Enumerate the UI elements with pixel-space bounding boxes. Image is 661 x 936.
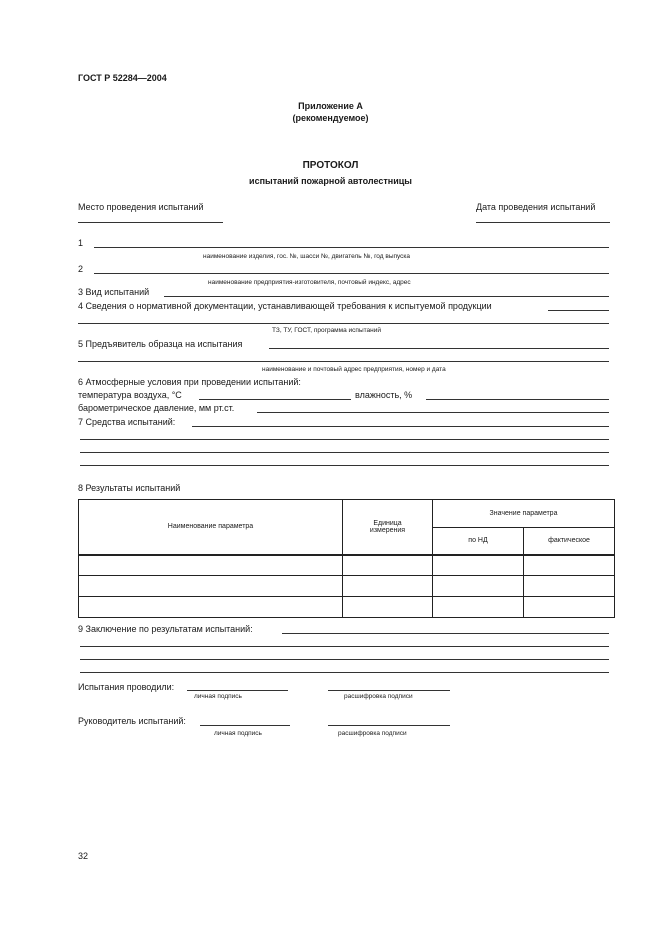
- item7-field-2[interactable]: [80, 439, 609, 440]
- table-row: [79, 597, 615, 618]
- date-label: Дата проведения испытаний: [476, 202, 596, 212]
- doc-code: ГОСТ Р 52284—2004: [78, 73, 167, 83]
- table-cell[interactable]: [433, 576, 524, 597]
- table-cell[interactable]: [343, 555, 433, 576]
- temperature-field[interactable]: [199, 399, 351, 400]
- humidity-field[interactable]: [426, 399, 609, 400]
- tested-by-decoding-hint: расшифровка подписи: [344, 693, 413, 700]
- header-actual-label: фактическое: [548, 537, 590, 545]
- item7-field-4[interactable]: [80, 465, 609, 466]
- protocol-title: ПРОТОКОЛ: [302, 160, 359, 171]
- item9-label: 9 Заключение по результатам испытаний:: [78, 624, 253, 634]
- item2-field[interactable]: [94, 273, 609, 274]
- table-cell[interactable]: [343, 597, 433, 618]
- item1-hint: наименование изделия, гос. №, шасси №, двигатель №, год выпуска: [203, 253, 411, 260]
- item5-label: 5 Предъявитель образца на испытания: [78, 339, 243, 349]
- item1-number: 1: [78, 238, 84, 248]
- header-param-label: Наименование параметра: [167, 523, 254, 531]
- item5-field[interactable]: [269, 348, 609, 349]
- protocol-subtitle: испытаний пожарной автолестницы: [249, 176, 412, 186]
- item6-label: 6 Атмосферные условия при проведении испытаний:: [78, 377, 301, 387]
- temperature-label: температура воздуха, °С: [78, 390, 182, 400]
- item4-label: 4 Сведения о нормативной документации, устанавливающей требования к испытуемой продукции: [78, 301, 492, 311]
- head-decoding-field[interactable]: [328, 725, 450, 726]
- item7-field-3[interactable]: [80, 452, 609, 453]
- item9-field[interactable]: [282, 633, 609, 634]
- item3-label: 3 Вид испытаний: [78, 287, 150, 297]
- page-number: 32: [78, 851, 89, 861]
- table-cell[interactable]: [79, 597, 343, 618]
- header-actual: [524, 528, 615, 555]
- item1-field[interactable]: [94, 247, 609, 248]
- header-nd: [433, 528, 524, 555]
- annex-title: Приложение А: [298, 101, 363, 111]
- item7-field[interactable]: [192, 426, 609, 427]
- table-row: [79, 576, 615, 597]
- table-cell[interactable]: [524, 576, 615, 597]
- head-decoding-hint: расшифровка подписи: [338, 730, 407, 737]
- header-unit: [343, 500, 433, 555]
- place-field[interactable]: [78, 222, 223, 223]
- table-cell[interactable]: [524, 555, 615, 576]
- header-value-label: Значение параметра: [489, 510, 558, 517]
- head-signature-hint: личная подпись: [214, 730, 262, 737]
- tested-by-signature-hint: личная подпись: [194, 693, 242, 700]
- pressure-label: барометрическое давление, мм рт.ст.: [78, 403, 235, 413]
- header-param: [79, 500, 343, 555]
- item5-field-2[interactable]: [78, 361, 609, 362]
- header-nd-label: по НД: [468, 537, 488, 545]
- item4-field[interactable]: [548, 310, 609, 311]
- place-label: Место проведения испытаний: [78, 202, 204, 212]
- item2-hint: наименование предприятия-изготовителя, почтовый индекс, адрес: [208, 279, 411, 286]
- results-table: [78, 499, 615, 618]
- table-cell[interactable]: [524, 597, 615, 618]
- header-unit-line2: измерения: [369, 526, 406, 534]
- item2-number: 2: [78, 264, 84, 274]
- tested-by-signature-field[interactable]: [187, 690, 288, 691]
- item3-field[interactable]: [164, 296, 609, 297]
- table-cell[interactable]: [433, 555, 524, 576]
- item4-field-2[interactable]: [78, 323, 609, 324]
- table-cell[interactable]: [79, 576, 343, 597]
- table-row: [79, 555, 615, 576]
- tested-by-label: Испытания проводили:: [78, 682, 175, 692]
- item4-hint: ТЗ, ТУ, ГОСТ, программа испытаний: [272, 327, 381, 334]
- head-signature-field[interactable]: [200, 725, 290, 726]
- head-label: Руководитель испытаний:: [78, 716, 186, 726]
- annex-subtitle: (рекомендуемое): [292, 113, 369, 123]
- item8-label: 8 Результаты испытаний: [78, 483, 181, 493]
- header-unit-line1: Единица: [373, 519, 402, 527]
- header-value: [433, 500, 615, 528]
- tested-by-decoding-field[interactable]: [328, 690, 450, 691]
- table-cell[interactable]: [79, 555, 343, 576]
- item5-hint: наименование и почтовый адрес предприятия, номер и дата: [262, 366, 446, 373]
- item7-label: 7 Средства испытаний:: [78, 417, 176, 427]
- table-cell[interactable]: [343, 576, 433, 597]
- item9-field-2[interactable]: [80, 646, 609, 647]
- date-field[interactable]: [476, 222, 610, 223]
- item9-field-3[interactable]: [80, 659, 609, 660]
- item9-field-4[interactable]: [80, 672, 609, 673]
- humidity-label: влажность, %: [355, 390, 413, 400]
- pressure-field[interactable]: [257, 412, 609, 413]
- table-cell[interactable]: [433, 597, 524, 618]
